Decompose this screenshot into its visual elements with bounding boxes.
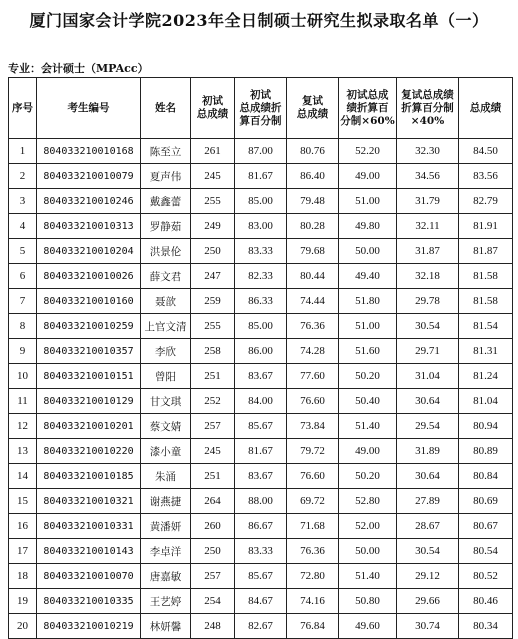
cell-exam-id: 804033210010201: [37, 414, 141, 439]
table-row: [9, 414, 513, 439]
cell-prelim-percent: 86.33: [235, 289, 287, 314]
cell-retest-weighted: 28.67: [397, 514, 459, 539]
cell-exam-id: 804033210010331: [37, 514, 141, 539]
cell-exam-id: 804033210010070: [37, 564, 141, 589]
cell-final-total: 80.46: [459, 589, 513, 614]
cell-retest-weighted: 29.71: [397, 339, 459, 364]
header-line: 总成绩: [296, 108, 329, 120]
cell-prelim-total: 251: [191, 464, 235, 489]
cell-final-total: 80.94: [459, 414, 513, 439]
cell-index: 16: [9, 514, 37, 539]
table-row: [9, 264, 513, 289]
cell-prelim-percent: 85.67: [235, 414, 287, 439]
major-label: 专业：会计硕士（MPAcc）: [8, 62, 149, 75]
header-line: 分制×60%: [340, 114, 395, 127]
cell-prelim-weighted: 49.00: [339, 164, 397, 189]
cell-prelim-percent: 83.33: [235, 239, 287, 264]
col-header-final-total: [459, 78, 513, 139]
cell-exam-id: 804033210010220: [37, 439, 141, 464]
cell-retest-total: 71.68: [287, 514, 339, 539]
cell-name: 洪景伦: [141, 239, 191, 264]
cell-prelim-total: 255: [191, 314, 235, 339]
cell-prelim-percent: 88.00: [235, 489, 287, 514]
cell-final-total: 84.50: [459, 139, 513, 164]
table-body: [9, 139, 513, 639]
cell-prelim-percent: 82.33: [235, 264, 287, 289]
cell-prelim-total: 258: [191, 339, 235, 364]
cell-prelim-total: 260: [191, 514, 235, 539]
cell-final-total: 80.34: [459, 614, 513, 639]
cell-prelim-percent: 85.00: [235, 189, 287, 214]
cell-retest-weighted: 29.54: [397, 414, 459, 439]
cell-prelim-percent: 86.67: [235, 514, 287, 539]
cell-exam-id: 804033210010321: [37, 489, 141, 514]
header-line: 初试: [250, 88, 271, 101]
cell-prelim-weighted: 52.80: [339, 489, 397, 514]
cell-retest-weighted: 30.54: [397, 539, 459, 564]
table-row: [9, 464, 513, 489]
table-row: [9, 239, 513, 264]
cell-index: 8: [9, 314, 37, 339]
cell-final-total: 81.91: [459, 214, 513, 239]
cell-retest-total: 74.28: [287, 339, 339, 364]
cell-prelim-percent: 87.00: [235, 139, 287, 164]
table-row: [9, 564, 513, 589]
cell-retest-total: 76.60: [287, 389, 339, 414]
cell-exam-id: 804033210010219: [37, 614, 141, 639]
cell-prelim-weighted: 49.80: [339, 214, 397, 239]
cell-prelim-percent: 82.67: [235, 614, 287, 639]
cell-prelim-total: 247: [191, 264, 235, 289]
table-row: [9, 514, 513, 539]
cell-final-total: 81.58: [459, 289, 513, 314]
cell-retest-total: 74.44: [287, 289, 339, 314]
cell-index: 11: [9, 389, 37, 414]
col-header-prelim-percent: [235, 78, 287, 139]
col-header-prelim-total: [191, 78, 235, 139]
cell-retest-weighted: 30.74: [397, 614, 459, 639]
cell-name: 甘文琪: [141, 389, 191, 414]
table-row: [9, 489, 513, 514]
cell-name: 李卓洋: [141, 539, 191, 564]
cell-retest-weighted: 31.79: [397, 189, 459, 214]
cell-prelim-weighted: 50.20: [339, 464, 397, 489]
cell-final-total: 81.04: [459, 389, 513, 414]
table-row: [9, 389, 513, 414]
cell-exam-id: 804033210010151: [37, 364, 141, 389]
cell-exam-id: 804033210010335: [37, 589, 141, 614]
cell-prelim-weighted: 50.00: [339, 239, 397, 264]
header-line: 总成绩: [196, 108, 229, 120]
cell-final-total: 80.69: [459, 489, 513, 514]
cell-prelim-percent: 81.67: [235, 164, 287, 189]
col-header-prelim-weighted: [339, 78, 397, 139]
cell-retest-total: 74.16: [287, 589, 339, 614]
cell-retest-total: 76.60: [287, 464, 339, 489]
cell-retest-weighted: 32.30: [397, 139, 459, 164]
cell-exam-id: 804033210010129: [37, 389, 141, 414]
cell-exam-id: 804033210010168: [37, 139, 141, 164]
cell-retest-weighted: 31.89: [397, 439, 459, 464]
cell-name: 陈至立: [141, 139, 191, 164]
cell-final-total: 81.54: [459, 314, 513, 339]
table-row: [9, 539, 513, 564]
cell-index: 13: [9, 439, 37, 464]
cell-retest-total: 76.36: [287, 539, 339, 564]
cell-prelim-weighted: 49.40: [339, 264, 397, 289]
cell-retest-weighted: 32.11: [397, 214, 459, 239]
cell-prelim-total: 255: [191, 189, 235, 214]
cell-retest-total: 76.36: [287, 314, 339, 339]
cell-prelim-weighted: 50.80: [339, 589, 397, 614]
cell-prelim-percent: 81.67: [235, 439, 287, 464]
table-row: [9, 589, 513, 614]
cell-index: 18: [9, 564, 37, 589]
cell-retest-weighted: 30.64: [397, 464, 459, 489]
cell-index: 10: [9, 364, 37, 389]
cell-retest-weighted: 31.87: [397, 239, 459, 264]
cell-index: 5: [9, 239, 37, 264]
cell-prelim-total: 248: [191, 614, 235, 639]
cell-retest-total: 77.60: [287, 364, 339, 389]
cell-index: 4: [9, 214, 37, 239]
cell-prelim-total: 252: [191, 389, 235, 414]
cell-index: 1: [9, 139, 37, 164]
cell-retest-total: 79.48: [287, 189, 339, 214]
cell-name: 朱涌: [141, 464, 191, 489]
header-line: 姓名: [155, 101, 176, 114]
cell-prelim-weighted: 51.00: [339, 189, 397, 214]
header-line: 算百分制: [239, 114, 282, 127]
cell-retest-total: 69.72: [287, 489, 339, 514]
cell-prelim-weighted: 51.60: [339, 339, 397, 364]
header-line: 复试: [302, 95, 323, 107]
cell-retest-weighted: 31.04: [397, 364, 459, 389]
cell-prelim-percent: 84.67: [235, 589, 287, 614]
table-row: [9, 139, 513, 164]
cell-exam-id: 804033210010079: [37, 164, 141, 189]
cell-prelim-weighted: 50.20: [339, 364, 397, 389]
cell-final-total: 80.67: [459, 514, 513, 539]
cell-prelim-total: 261: [191, 139, 235, 164]
cell-prelim-total: 254: [191, 589, 235, 614]
cell-retest-total: 86.40: [287, 164, 339, 189]
cell-prelim-weighted: 51.40: [339, 414, 397, 439]
table-row: [9, 364, 513, 389]
cell-prelim-weighted: 49.60: [339, 614, 397, 639]
cell-name: 唐嘉敏: [141, 564, 191, 589]
header-line: 初试总成: [346, 88, 389, 101]
cell-retest-weighted: 29.12: [397, 564, 459, 589]
cell-prelim-percent: 84.00: [235, 389, 287, 414]
col-header-retest-weighted: [397, 78, 459, 139]
cell-exam-id: 804033210010259: [37, 314, 141, 339]
cell-index: 17: [9, 539, 37, 564]
cell-prelim-total: 245: [191, 439, 235, 464]
cell-name: 漆小童: [141, 439, 191, 464]
cell-retest-weighted: 29.66: [397, 589, 459, 614]
cell-index: 15: [9, 489, 37, 514]
table-row: [9, 189, 513, 214]
cell-retest-weighted: 27.89: [397, 489, 459, 514]
cell-retest-total: 80.76: [287, 139, 339, 164]
cell-name: 罗静茹: [141, 214, 191, 239]
cell-name: 李欣: [141, 339, 191, 364]
cell-index: 12: [9, 414, 37, 439]
cell-final-total: 81.31: [459, 339, 513, 364]
cell-prelim-total: 257: [191, 414, 235, 439]
cell-final-total: 80.84: [459, 464, 513, 489]
header-line: 考生编号: [67, 101, 110, 114]
table-row: [9, 214, 513, 239]
cell-final-total: 80.52: [459, 564, 513, 589]
cell-prelim-weighted: 51.80: [339, 289, 397, 314]
cell-retest-weighted: 30.64: [397, 389, 459, 414]
cell-retest-total: 73.84: [287, 414, 339, 439]
admission-table: [8, 77, 513, 639]
cell-index: 9: [9, 339, 37, 364]
cell-name: 上官文清: [141, 314, 191, 339]
col-header-index: [9, 78, 37, 139]
cell-name: 谢燕捷: [141, 489, 191, 514]
cell-retest-total: 80.44: [287, 264, 339, 289]
cell-exam-id: 804033210010160: [37, 289, 141, 314]
col-header-retest-total: [287, 78, 339, 139]
cell-index: 3: [9, 189, 37, 214]
table-row: [9, 289, 513, 314]
table-row: [9, 339, 513, 364]
cell-prelim-percent: 86.00: [235, 339, 287, 364]
cell-prelim-weighted: 50.00: [339, 539, 397, 564]
cell-final-total: 81.87: [459, 239, 513, 264]
cell-index: 19: [9, 589, 37, 614]
header-line: 折算百分制: [401, 101, 454, 114]
col-header-exam-id: [37, 78, 141, 139]
cell-name: 黄潘妍: [141, 514, 191, 539]
cell-exam-id: 804033210010026: [37, 264, 141, 289]
cell-final-total: 83.56: [459, 164, 513, 189]
cell-prelim-percent: 83.33: [235, 539, 287, 564]
cell-retest-weighted: 32.18: [397, 264, 459, 289]
cell-prelim-percent: 83.67: [235, 464, 287, 489]
cell-name: 蔡文婧: [141, 414, 191, 439]
cell-prelim-weighted: 50.40: [339, 389, 397, 414]
table-row: [9, 439, 513, 464]
cell-final-total: 81.24: [459, 364, 513, 389]
cell-retest-weighted: 34.56: [397, 164, 459, 189]
cell-prelim-total: 257: [191, 564, 235, 589]
page-title: 厦门国家会计学院2023年全日制硕士研究生拟录取名单（一）: [29, 11, 489, 30]
col-header-name: [141, 78, 191, 139]
table-row: [9, 164, 513, 189]
table-header-row: [9, 78, 513, 139]
cell-index: 6: [9, 264, 37, 289]
cell-final-total: 81.58: [459, 264, 513, 289]
cell-retest-total: 76.84: [287, 614, 339, 639]
header-line: 总成绩: [469, 101, 502, 114]
cell-exam-id: 804033210010357: [37, 339, 141, 364]
cell-retest-total: 79.68: [287, 239, 339, 264]
header-line: ×40%: [410, 114, 445, 127]
cell-index: 20: [9, 614, 37, 639]
cell-retest-weighted: 29.78: [397, 289, 459, 314]
cell-name: 戴鑫蕾: [141, 189, 191, 214]
cell-name: 林妍馨: [141, 614, 191, 639]
cell-prelim-total: 245: [191, 164, 235, 189]
cell-exam-id: 804033210010185: [37, 464, 141, 489]
cell-prelim-total: 251: [191, 364, 235, 389]
cell-prelim-percent: 83.67: [235, 364, 287, 389]
cell-prelim-weighted: 52.20: [339, 139, 397, 164]
cell-final-total: 80.54: [459, 539, 513, 564]
cell-prelim-weighted: 49.00: [339, 439, 397, 464]
header-line: 初试: [202, 95, 223, 107]
header-line: 复试总成绩: [401, 88, 454, 101]
cell-final-total: 82.79: [459, 189, 513, 214]
cell-final-total: 80.89: [459, 439, 513, 464]
cell-index: 14: [9, 464, 37, 489]
cell-prelim-total: 249: [191, 214, 235, 239]
cell-prelim-weighted: 51.40: [339, 564, 397, 589]
cell-exam-id: 804033210010143: [37, 539, 141, 564]
cell-name: 夏声伟: [141, 164, 191, 189]
cell-name: 曾阳: [141, 364, 191, 389]
cell-prelim-weighted: 52.00: [339, 514, 397, 539]
cell-prelim-weighted: 51.00: [339, 314, 397, 339]
cell-prelim-percent: 83.00: [235, 214, 287, 239]
cell-index: 2: [9, 164, 37, 189]
cell-name: 薛文君: [141, 264, 191, 289]
header-line: 总成绩折: [239, 101, 282, 114]
cell-prelim-total: 264: [191, 489, 235, 514]
table-row: [9, 314, 513, 339]
cell-exam-id: 804033210010246: [37, 189, 141, 214]
cell-prelim-total: 259: [191, 289, 235, 314]
cell-retest-total: 80.28: [287, 214, 339, 239]
cell-exam-id: 804033210010313: [37, 214, 141, 239]
header-line: 绩折算百: [346, 101, 389, 114]
cell-name: 聂歆: [141, 289, 191, 314]
cell-prelim-percent: 85.00: [235, 314, 287, 339]
cell-prelim-total: 250: [191, 539, 235, 564]
cell-exam-id: 804033210010204: [37, 239, 141, 264]
table-row: [9, 614, 513, 639]
cell-prelim-total: 250: [191, 239, 235, 264]
cell-retest-weighted: 30.54: [397, 314, 459, 339]
cell-retest-total: 72.80: [287, 564, 339, 589]
header-line: 序号: [12, 101, 33, 114]
cell-name: 王艺婷: [141, 589, 191, 614]
cell-index: 7: [9, 289, 37, 314]
cell-prelim-percent: 85.67: [235, 564, 287, 589]
cell-retest-total: 79.72: [287, 439, 339, 464]
